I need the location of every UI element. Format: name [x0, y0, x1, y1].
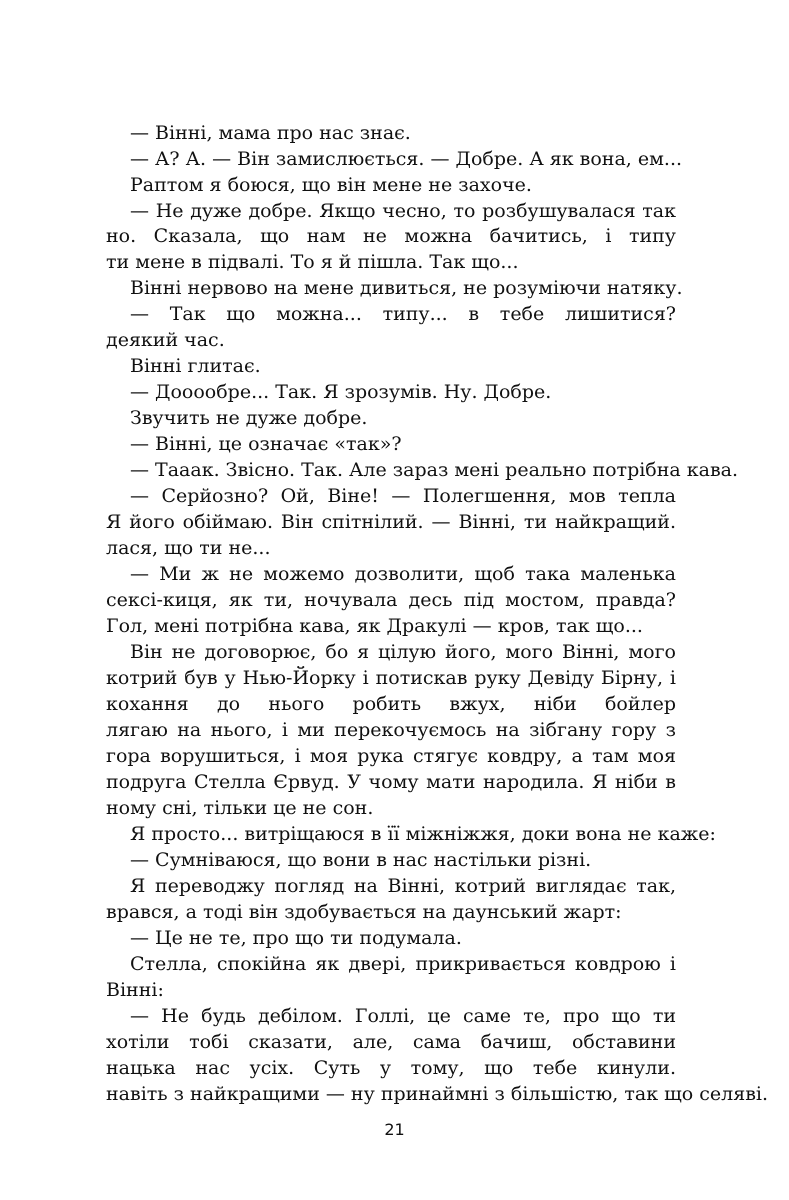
- text-line: — Так що можна... типу... в тебе лишитися?: [130, 303, 676, 325]
- text-line: — Ми ж не можемо дозволити, щоб така маленька: [130, 563, 676, 585]
- text-line: но. Сказала, що нам не можна бачитись, і типу: [106, 225, 676, 247]
- text-line: Раптом я боюся, що він мене не захоче.: [130, 174, 532, 196]
- text-line: ному сні, тільки це не сон.: [106, 797, 374, 819]
- text-line: Я просто... витріщаюся в її міжніжжя, доки вона не каже:: [130, 823, 716, 845]
- text-line: — Серйозно? Ой, Віне! — Полегшення, мов тепла: [130, 485, 676, 507]
- text-line: — Вінні, мама про нас знає.: [130, 122, 411, 144]
- page-number: 21: [384, 1120, 405, 1139]
- text-line: нацька нас усіх. Суть у тому, що тебе кинули.: [106, 1057, 676, 1079]
- text-line: ти мене в підвалі. То я й пішла. Так що...: [106, 251, 519, 273]
- text-line: лася, що ти не...: [106, 537, 271, 559]
- text-line: котрий був у Нью-Йорку і потискав руку Девіду Бірну, і: [106, 667, 676, 689]
- text-line: — Це не те, про що ти подумала.: [130, 927, 462, 949]
- text-line: — Не дуже добре. Якщо чесно, то розбушувалася так: [130, 200, 676, 222]
- text-line: — Вінні, це означає «так»?: [130, 433, 402, 455]
- text-line: Вінні глитає.: [130, 355, 261, 377]
- text-line: Звучить не дуже добре.: [130, 407, 368, 429]
- text-line: — Дооообре... Так. Я зрозумів. Ну. Добре.: [130, 381, 552, 403]
- text-line: — Не будь дебілом. Голлі, це саме те, про що ти: [130, 1005, 676, 1027]
- text-line: деякий час.: [106, 329, 225, 351]
- text-line: сексі-киця, як ти, ночувала десь під мостом, правда?: [106, 589, 676, 611]
- text-line: Я його обіймаю. Він спітнілий. — Вінні, ти найкращий.: [106, 511, 676, 533]
- text-line: навіть з найкращими — ну принаймні з більшістю, так що селяві.: [106, 1083, 769, 1105]
- text-line: Я переводжу погляд на Вінні, котрий виглядає так,: [130, 875, 676, 897]
- text-line: — Сумніваюся, що вони в нас настільки різні.: [130, 849, 592, 871]
- text-line: гора ворушиться, і моя рука стягує ковдру, а там моя: [106, 745, 676, 767]
- text-line: подруга Стелла Єрвуд. У чому мати народила. Я ніби в: [106, 771, 676, 793]
- text-line: лягаю на нього, і ми перекочуємось на зібгану гору з: [106, 719, 676, 741]
- text-line: Він не договорює, бо я цілую його, мого Вінні, мого: [130, 641, 676, 663]
- text-line: Вінні:: [106, 979, 164, 1001]
- text-line: Стелла, спокійна як двері, прикривається ковдрою і: [130, 953, 676, 975]
- text-line: хотіли тобі сказати, але, сама бачиш, обставини: [106, 1031, 676, 1053]
- text-line: кохання до нього робить вжух, ніби бойлер: [106, 693, 676, 715]
- text-line: Вінні нервово на мене дивиться, не розуміючи натяку.: [130, 277, 683, 299]
- text-line: — А? А. — Він замислюється. — Добре. А як вона, ем...: [130, 148, 683, 170]
- text-line: врався, а тоді він здобувається на даунський жарт:: [106, 901, 622, 923]
- text-line: Гол, мені потрібна кава, як Дракулі — кров, так що...: [106, 615, 643, 637]
- text-line: — Тааак. Звісно. Так. Але зараз мені реально потрібна кава.: [130, 459, 739, 481]
